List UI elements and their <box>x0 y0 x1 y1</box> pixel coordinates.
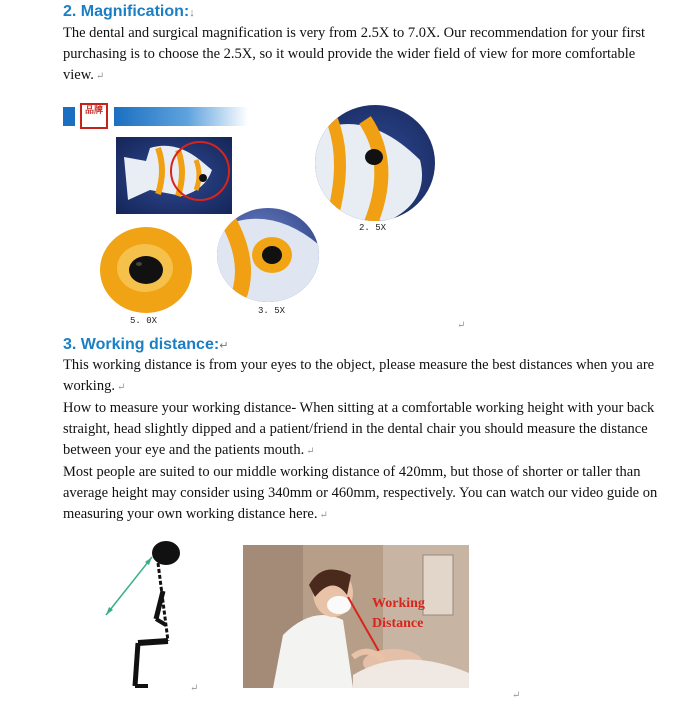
fish-photo <box>116 137 232 214</box>
caption-3-5x: 3. 5X <box>258 306 286 316</box>
paragraph-mark: ↵ <box>457 320 466 331</box>
paragraph-text: This working distance is from your eyes to the object, please measure the best distances when you are working. <box>63 357 655 394</box>
paragraph <box>63 462 663 526</box>
working-distance-label <box>372 594 425 634</box>
heading-text: 2. Magnification: <box>63 3 190 20</box>
heading-text: 3. Working distance: <box>63 336 220 353</box>
paragraph-mark: ↵ <box>306 446 315 457</box>
paragraph-mark: ↵ <box>95 71 105 82</box>
caption-5-0x: 5. 0X <box>130 316 158 326</box>
zoom-circle-3-5x <box>215 205 325 310</box>
paragraph-mark: ↵ <box>116 382 126 393</box>
stamp-text: 品牌 <box>84 106 103 116</box>
paragraph <box>63 355 663 398</box>
zoom-circle-2-5x <box>300 100 440 230</box>
zoom-circle-5-0x <box>98 225 198 317</box>
paragraph-text: How to measure your working distance- When sitting at a comfortable working height with your back straight, head slightly dipped and a patient/friend in the dental chair you should measure the distance between your eye and the patients mouth. <box>63 400 655 458</box>
magnification-figure <box>0 0 678 340</box>
paragraph-mark: ↵ <box>319 510 328 521</box>
skeleton-illustration <box>100 533 200 693</box>
distance-arrow <box>106 557 152 615</box>
paragraph-text: Most people are suited to our middle working distance of 420mm, but those of shorter or taller than average height may consider using 340mm or 460mm, respectively. You can watch our video guide on measuring your own working distance here. <box>63 464 658 522</box>
working-distance-paragraphs <box>63 355 663 526</box>
paragraph-mark: ↵ <box>190 683 199 694</box>
label-line: Distance <box>372 616 424 631</box>
skull <box>152 541 180 565</box>
paragraph <box>63 398 663 462</box>
paragraph-mark: ↵ <box>512 690 521 701</box>
paragraph-mark: ↵ <box>219 340 229 352</box>
dentist-photo <box>243 545 469 688</box>
label-line: Working <box>372 596 425 611</box>
caption-2-5x: 2. 5X <box>359 223 387 233</box>
magnification-text: The dental and surgical magnification is very from 2.5X to 7.0X. Our recommendation for your first purchasing is to choose the 2.5X, so it would provide the wider field of view for more comfortable view. <box>63 25 645 83</box>
section-heading-working-distance <box>63 336 228 354</box>
paragraph-mark: ↓ <box>189 7 195 19</box>
